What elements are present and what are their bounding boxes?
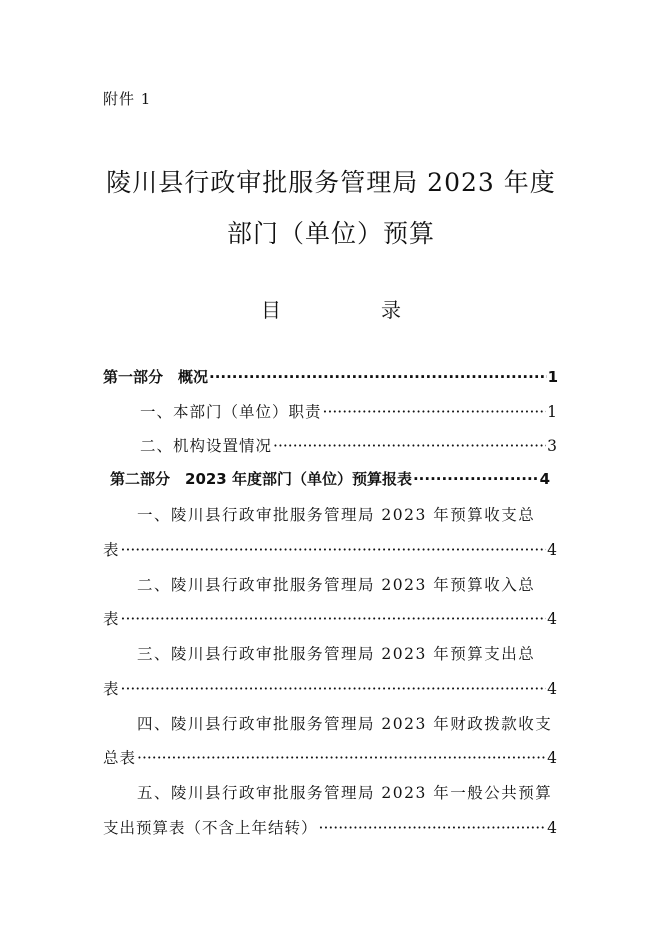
toc-entry-fiscal-allocation[interactable]: [103, 746, 558, 768]
toc-entry-budget-summary-line1[interactable]: 一、陵川县行政审批服务管理局 2023 年预算收支总: [137, 506, 536, 524]
toc-entry-part2[interactable]: [110, 468, 550, 489]
toc-entry-fiscal-allocation-line1[interactable]: 四、陵川县行政审批服务管理局 2023 年财政拨款收支: [137, 715, 553, 733]
toc-page-number: 1: [547, 368, 558, 386]
toc-leader-dots: [121, 680, 547, 698]
toc-page-number: 4: [539, 470, 550, 488]
toc-page-number: 4: [547, 819, 558, 837]
toc-entry-label: 表: [103, 541, 120, 559]
toc-entry-income-summary-line1[interactable]: 二、陵川县行政审批服务管理局 2023 年预算收入总: [137, 576, 536, 594]
toc-page-number: 4: [547, 749, 558, 767]
document-title-line1: 陵川县行政审批服务管理局 2023 年度: [106, 168, 556, 197]
toc-entry-label: 表: [103, 680, 120, 698]
document-title-line2: 部门（单位）预算: [226, 219, 435, 248]
attachment-label: 附件 1: [103, 90, 152, 108]
toc-page-number: 3: [547, 437, 558, 455]
toc-entry-budget-summary[interactable]: [103, 538, 558, 560]
toc-entry-income-summary[interactable]: [103, 607, 558, 629]
toc-entry-label: 第一部分 概况: [103, 368, 209, 386]
toc-leader-dots: [137, 749, 546, 767]
toc-page-number: 1: [547, 403, 558, 421]
toc-entry-organization[interactable]: [140, 434, 558, 456]
toc-leader-dots: [323, 403, 547, 421]
toc-entry-general-budget[interactable]: [103, 816, 558, 838]
toc-entry-label: 第二部分 2023 年度部门（单位）预算报表: [110, 470, 412, 488]
toc-entry-label: 总表: [103, 749, 137, 767]
toc-entry-responsibilities[interactable]: [140, 400, 558, 422]
toc-leader-dots: [319, 819, 547, 837]
toc-leader-dots: [209, 368, 547, 386]
toc-page-number: 4: [547, 680, 558, 698]
toc-entry-general-budget-line1[interactable]: 五、陵川县行政审批服务管理局 2023 年一般公共预算: [137, 784, 553, 802]
toc-entry-label: 二、机构设置情况: [140, 437, 273, 455]
toc-leader-dots: [121, 610, 547, 628]
toc-entry-label: 一、本部门（单位）职责: [140, 403, 322, 421]
toc-leader-dots: [121, 541, 547, 559]
toc-entry-label: 支出预算表（不含上年结转）: [103, 819, 318, 837]
toc-leader-dots: [413, 470, 539, 488]
toc-page-number: 4: [547, 541, 558, 559]
toc-heading: 目 录: [261, 298, 441, 322]
toc-page-number: 4: [547, 610, 558, 628]
toc-entry-label: 表: [103, 610, 120, 628]
toc-entry-expenditure-summary-line1[interactable]: 三、陵川县行政审批服务管理局 2023 年预算支出总: [137, 645, 536, 663]
toc-leader-dots: [273, 437, 546, 455]
toc-entry-part1[interactable]: [103, 366, 558, 387]
toc-entry-expenditure-summary[interactable]: [103, 677, 558, 699]
